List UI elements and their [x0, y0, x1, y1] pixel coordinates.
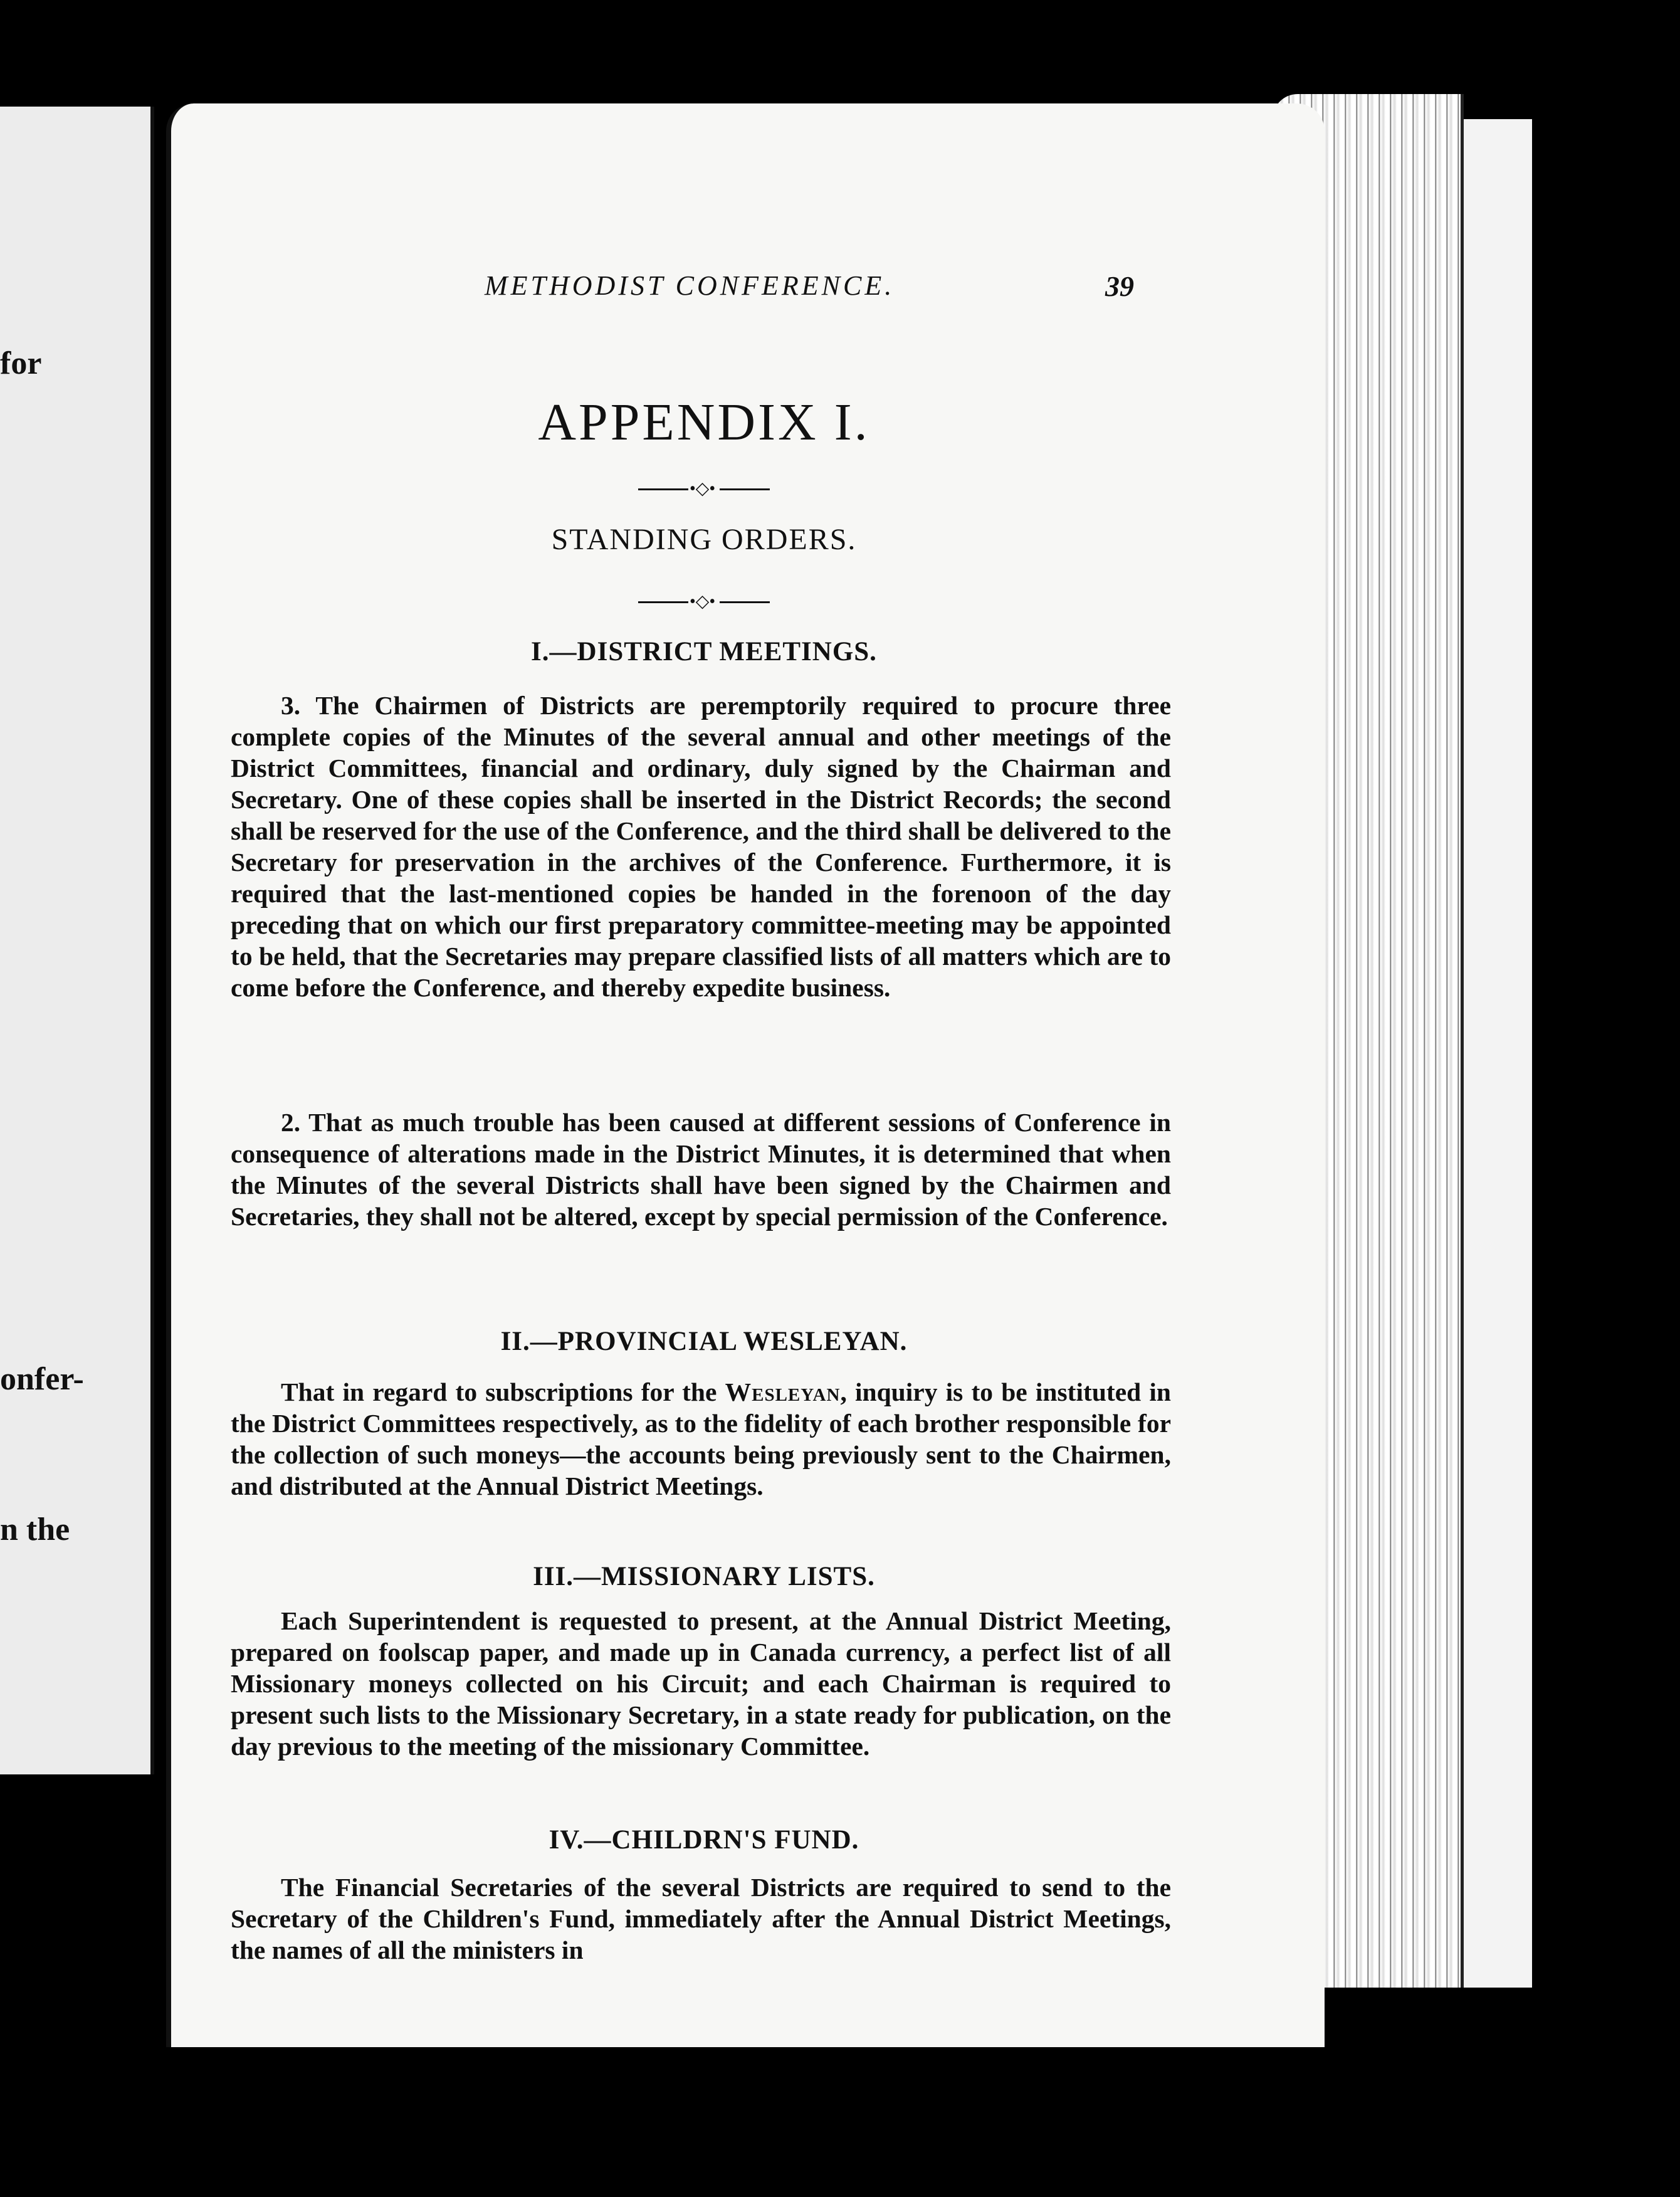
paragraph: [231, 690, 1171, 1003]
paragraph-text: The Financial Secretaries of the several Districts are required to send to the Secretary of the Children's Fund, immediately after the Annual District Meetings, the names of all the ministers in: [231, 1873, 1171, 1964]
section-heading: IV.—CHILDRN'S FUND.: [549, 1825, 859, 1855]
section-title: STANDING ORDERS.: [551, 523, 857, 556]
divider-ornament: •◇•: [638, 593, 770, 611]
paragraph: [231, 1872, 1171, 1966]
paragraph-text: The Chairmen of Districts are peremptorily required to procure three complete copies of the Minutes of the several annual and other meetings of the District Committees, financial and ordinary, duly signed by the Chairman and Secretary. One of these copies shall be inserted in the District Records; the second shall be reserved for the use of the Conference, and the third shall be delivered to the Secretary for preservation in the archives of the Conference. Furthermore, it is required that the last-mentioned copies be handed in the forenoon of the day preceding that on which our first preparatory committee-meeting may be appointed to be held, that the Secretaries may prepare classified lists of all matters which are to come before the Conference, and thereby expedite business.: [231, 691, 1171, 1002]
left-page-fragment: for: [0, 345, 42, 381]
paragraph-text: That in regard to subscriptions for the: [281, 1378, 717, 1406]
section-heading: III.—MISSIONARY LISTS.: [533, 1562, 875, 1591]
section-heading: II.—PROVINCIAL WESLEYAN.: [500, 1327, 908, 1356]
publication-name: Wesleyan: [725, 1378, 841, 1406]
left-page-edge: [0, 107, 154, 1774]
paragraph: [231, 1107, 1171, 1232]
page-number: 39: [1105, 270, 1134, 302]
section-heading: I.—DISTRICT MEETINGS.: [531, 637, 877, 666]
paragraph: [231, 1376, 1171, 1502]
running-head-title: METHODIST CONFERENCE.: [485, 270, 895, 301]
paragraph-number: 2.: [281, 1108, 301, 1137]
back-cover-edge: [1461, 119, 1532, 1988]
left-page-fragment: n the: [0, 1512, 70, 1547]
running-head: [171, 270, 1325, 313]
paragraph-text: That as much trouble has been caused at different sessions of Conference in consequence of alterations made in the District Minutes, it is determined that when the Minutes of the several Districts shall have been signed by the Chairmen and Secretaries, they shall not be altered, except by special permission of the Conference.: [231, 1108, 1171, 1231]
paragraph-text: , inquiry is to be instituted in the District Committees respectively, as to the fidelity of each brother responsible for the collection of such moneys—the accounts being previously sent to the Chairmen, and distributed at the Annual District Meetings.: [231, 1378, 1171, 1500]
book-page: [166, 103, 1325, 2047]
paragraph-number: 3.: [281, 691, 301, 720]
divider-ornament: •◇•: [638, 480, 770, 498]
appendix-title: APPENDIX I.: [538, 393, 870, 451]
paragraph: [231, 1605, 1171, 1762]
paragraph-text: Each Superintendent is requested to present, at the Annual District Meeting, prepared on foolscap paper, and made up in Canada currency, a perfect list of all Missionary moneys collected on his Circuit; and each Chairman is required to present such lists to the Missionary Secretary, in a state ready for publication, on the day previous to the meeting of the missionary Committee.: [231, 1606, 1171, 1761]
left-page-fragment: onfer-: [0, 1361, 84, 1397]
